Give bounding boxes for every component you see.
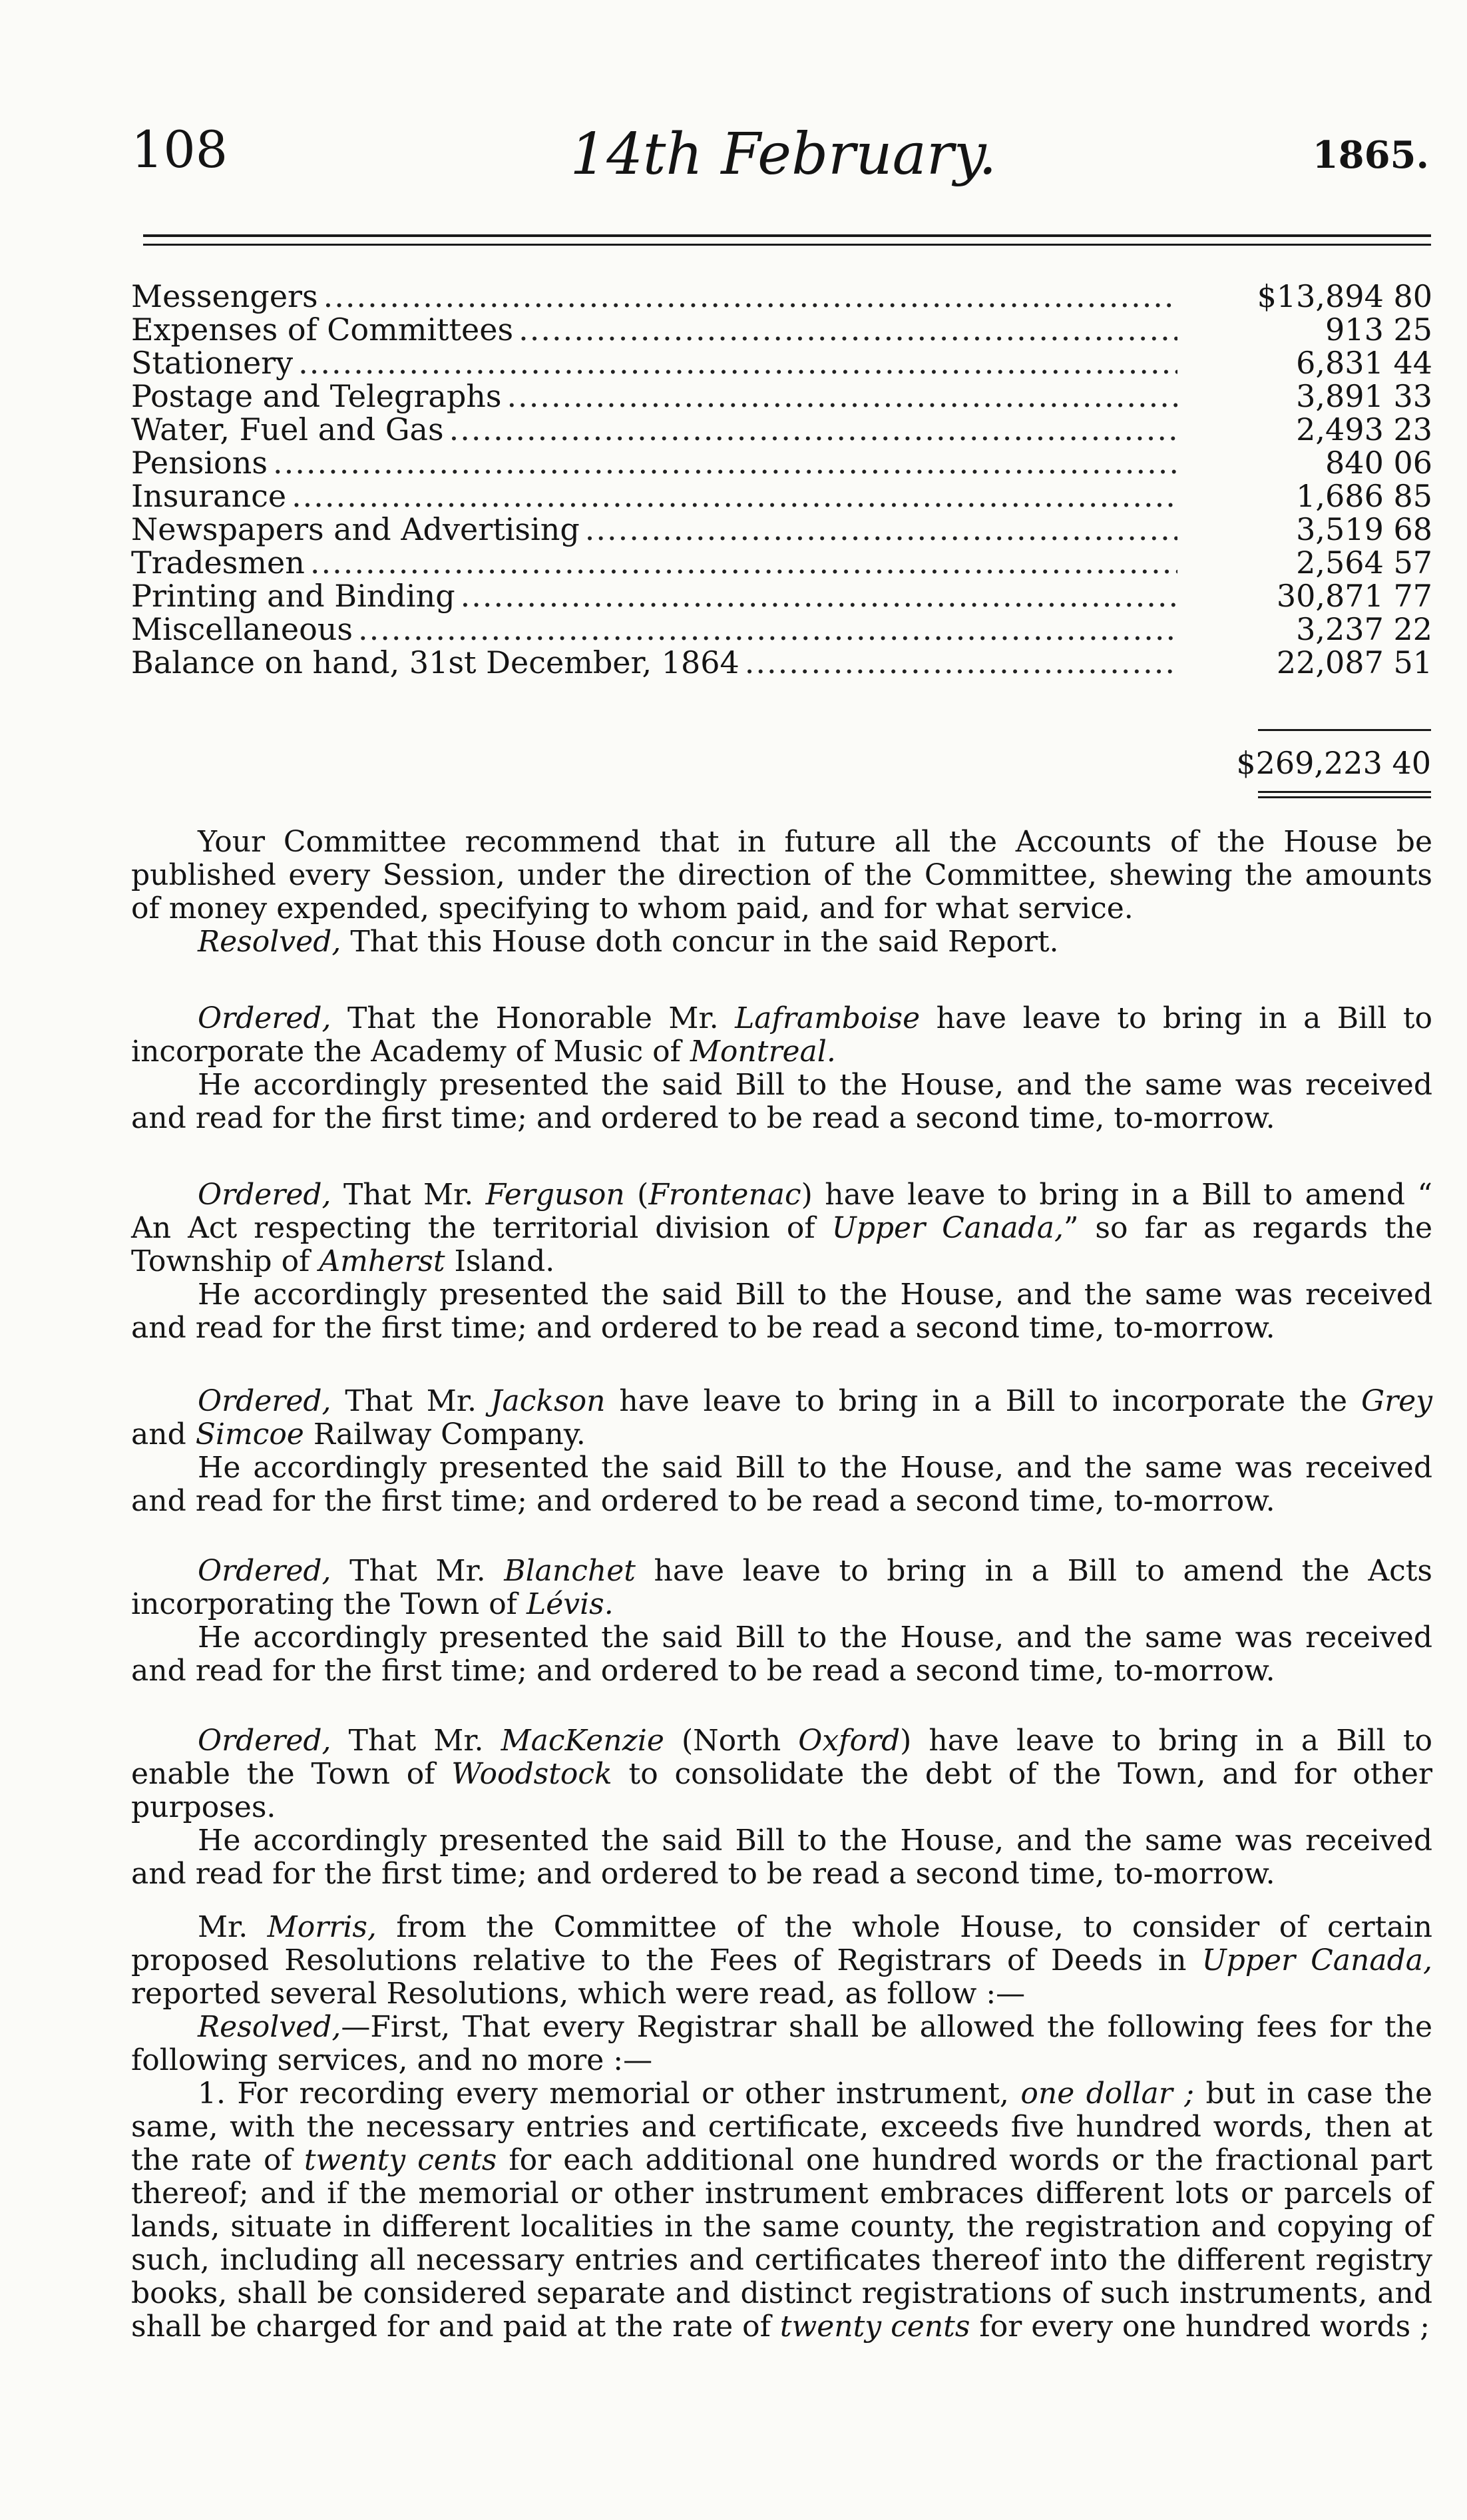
- dot-leader: [310, 546, 1177, 579]
- account-row: [131, 479, 1432, 513]
- account-row: [131, 546, 1432, 579]
- account-label: Printing and Binding: [131, 578, 455, 614]
- account-label: Messengers: [131, 278, 318, 314]
- account-row: [131, 646, 1432, 679]
- account-amount: $13,894 80: [1257, 278, 1432, 314]
- dot-leader: [507, 379, 1177, 413]
- bill-order: Ordered, That the Honorable Mr. Laframboise have leave to bring in a Bill to incorporate the Academy of Music of Montreal.: [131, 1001, 1432, 1069]
- dot-leader: [298, 346, 1177, 379]
- registrars-section: [131, 1911, 1432, 2344]
- account-amount: 913 25: [1325, 312, 1432, 348]
- dot-leader: [461, 579, 1177, 613]
- account-label: Pensions: [131, 445, 268, 481]
- total-rule: [1258, 729, 1431, 731]
- account-amount: 2,493 23: [1296, 411, 1432, 447]
- page-date: 14th February.: [570, 121, 997, 188]
- dot-leader: [745, 646, 1177, 679]
- account-row: [131, 280, 1432, 313]
- page-number: 108: [131, 120, 228, 179]
- registrars-report: Mr. Morris, from the Committee of the whole House, to consider of certain proposed Resolutions relative to the Fees of Registrars of Deeds in Upper Canada, reported several Resolutions, which were read, as follow :—: [131, 1910, 1432, 2011]
- header-rule-top: [143, 234, 1431, 237]
- account-amount: 6,831 44: [1296, 345, 1432, 381]
- dot-leader: [585, 513, 1177, 546]
- account-label: Water, Fuel and Gas: [131, 411, 444, 447]
- bill-jackson: [131, 1385, 1432, 1518]
- header-rule-bottom: [143, 244, 1431, 246]
- bill-presented: He accordingly presented the said Bill to the House, and the same was received and read for the first time; and ordered to be read a second time, to-morrow.: [131, 1278, 1432, 1345]
- account-label: Postage and Telegraphs: [131, 378, 502, 414]
- account-amount: 2,564 57: [1296, 545, 1432, 581]
- running-head: [131, 113, 1436, 193]
- account-amount: 3,519 68: [1296, 511, 1432, 547]
- account-row: [131, 413, 1432, 446]
- account-amount: 3,891 33: [1296, 378, 1432, 414]
- bill-order: Ordered, That Mr. MacKenzie (North Oxford) have leave to bring in a Bill to enable the Town of Woodstock to consolidate the debt of the Town, and for other purposes.: [131, 1724, 1433, 1824]
- total-double-rule: [1258, 796, 1431, 798]
- dot-leader: [519, 313, 1177, 346]
- bill-mackenzie: [131, 1724, 1432, 1891]
- account-row: [131, 513, 1432, 546]
- account-row: [131, 379, 1432, 413]
- total-double-rule: [1258, 791, 1431, 793]
- bill-presented: He accordingly presented the said Bill to the House, and the same was received and read for the first time; and ordered to be read a second time, to-morrow.: [131, 1621, 1432, 1688]
- dot-leader: [449, 413, 1177, 446]
- account-label: Tradesmen: [131, 545, 305, 581]
- account-label: Newspapers and Advertising: [131, 511, 580, 547]
- registrars-resolved: Resolved,—First, That every Registrar shall be allowed the following fees for the following services, and no more :—: [131, 2010, 1432, 2077]
- bill-laframboise: [131, 1002, 1432, 1135]
- bill-order: Ordered, That Mr. Jackson have leave to bring in a Bill to incorporate the Grey and Simcoe Railway Company.: [131, 1384, 1433, 1451]
- account-amount: 30,871 77: [1276, 578, 1432, 614]
- account-label: Insurance: [131, 478, 287, 514]
- account-label: Expenses of Committees: [131, 312, 514, 348]
- dot-leader: [292, 479, 1177, 513]
- account-amount: 3,237 22: [1296, 611, 1432, 647]
- account-row: [131, 446, 1432, 479]
- dot-leader: [273, 446, 1177, 479]
- dot-leader: [323, 280, 1177, 313]
- bill-blanchet: [131, 1555, 1432, 1688]
- account-amount: 1,686 85: [1296, 478, 1432, 514]
- bill-presented: He accordingly presented the said Bill to the House, and the same was received and read for the first time; and ordered to be read a second time, to-morrow.: [131, 1824, 1432, 1891]
- committee-section: [131, 826, 1432, 959]
- accounts-table: [131, 280, 1432, 679]
- committee-recommendation: Your Committee recommend that in future all the Accounts of the House be published every Session, under the direction of the Committee, shewing the amounts of money expended, specifying to whom paid, and for what service.: [131, 825, 1432, 925]
- account-row: [131, 579, 1432, 613]
- page-year: 1865.: [1312, 133, 1429, 177]
- resolved-word: Resolved,: [198, 925, 341, 959]
- dot-leader: [358, 613, 1177, 646]
- account-row: [131, 346, 1432, 379]
- bill-presented: He accordingly presented the said Bill to the House, and the same was received and read for the first time; and ordered to be read a second time, to-morrow.: [131, 1451, 1432, 1518]
- account-row: [131, 313, 1432, 346]
- bill-presented: He accordingly presented the said Bill to the House, and the same was received and read for the first time; and ordered to be read a second time, to-morrow.: [131, 1068, 1432, 1135]
- registrars-item-1: 1. For recording every memorial or other instrument, one dollar ; but in case the same, with the necessary entries and certificate, exceeds five hundred words, then at the rate of twenty cents for each additional one hundred words or the fractional part thereof; and if the memorial or other instrument embraces different lots or parcels of lands, situate in different localities in the same county, the registration and copying of such, including all necessary entries and certificates thereof into the different registry books, shall be considered separate and distinct registrations of such instruments, and shall be charged for and paid at the rate of twenty cents for every one hundred words ;: [131, 2077, 1433, 2344]
- bill-ferguson: [131, 1178, 1432, 1345]
- account-label: Miscellaneous: [131, 611, 353, 647]
- accounts-total: $269,223 40: [1236, 745, 1431, 781]
- bill-order: Ordered, That Mr. Ferguson (Frontenac) have leave to bring in a Bill to amend “ An Act respecting the territorial division of Upper Canada,” so far as regards the Township of Amherst Island.: [131, 1178, 1433, 1278]
- account-label: Balance on hand, 31st December, 1864: [131, 644, 739, 680]
- account-amount: 22,087 51: [1276, 644, 1432, 680]
- bill-order: Ordered, That Mr. Blanchet have leave to bring in a Bill to amend the Acts incorporating the Town of Lévis.: [131, 1554, 1433, 1621]
- account-row: [131, 613, 1432, 646]
- account-amount: 840 06: [1325, 445, 1432, 481]
- account-label: Stationery: [131, 345, 294, 381]
- resolved-paragraph: Resolved, That this House doth concur in the said Report.: [198, 925, 1059, 959]
